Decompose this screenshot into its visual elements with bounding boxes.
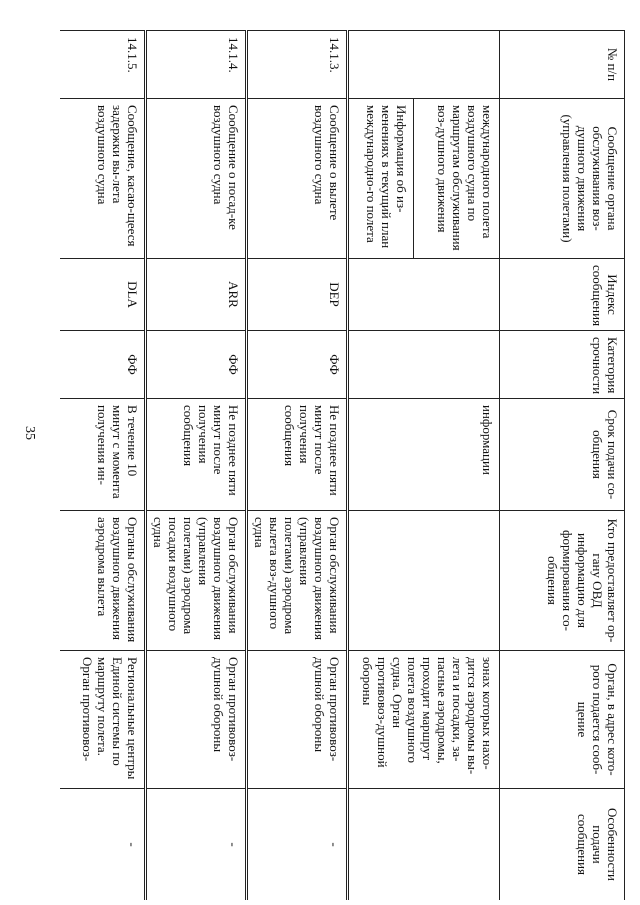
row-num: 14.1.4. xyxy=(146,31,247,99)
header-num: № п/п xyxy=(500,31,625,99)
header-deadline: Срок подачи со-общения xyxy=(500,399,625,511)
row-message: Сообщение о вылете воздушного судна xyxy=(247,99,348,259)
row-deadline: Не позднее пяти минут после получения сообщения xyxy=(146,399,247,511)
row-category: ФФ xyxy=(247,331,348,399)
table-row xyxy=(146,31,247,901)
page-number: 35 xyxy=(22,426,37,440)
row-provider: Орган обслуживания воздушного движения (управления полетами) аэродрома посадки воздушного судна xyxy=(146,511,247,651)
row-index: DEP xyxy=(247,259,348,331)
header-row xyxy=(500,31,625,901)
header-provider: Кто предоставляет ор-гану ОВД информацию для формирования со-общения xyxy=(500,511,625,651)
row-num: 14.1.5. xyxy=(60,31,146,99)
continued-deadline: информации xyxy=(348,399,500,511)
row-index: ARR xyxy=(146,259,247,331)
continued-addressee: зонах которых нахо-дится аэродромы вы-лета и посадки, за-пасные аэродромы, проходит маршрут полета воздушного судна. Орган противовоз-душной обороны xyxy=(348,651,500,789)
table-row xyxy=(60,31,146,901)
header-addressee: Орган, в адрес кото-рого подается сооб-щение xyxy=(500,651,625,789)
header-index: Индекс сообщения xyxy=(500,259,625,331)
row-provider: Органы обслуживания воздушного движения аэродрома вылета xyxy=(60,511,146,651)
row-message: Сообщение, касаю-щееся задержки вы-лета воздушного судна xyxy=(60,99,146,259)
row-category: ФФ xyxy=(60,331,146,399)
row-message: Сообщение о посад-ке воздушного судна xyxy=(146,99,247,259)
row-features: - xyxy=(247,789,348,901)
row-deadline: В течение 10 минут с момента получения ин- xyxy=(60,399,146,511)
row-addressee: Орган противовоз-душной обороны xyxy=(247,651,348,789)
row-category: ФФ xyxy=(146,331,247,399)
continued-message-b: Информация об из-менениях в текущий план международно-го полета xyxy=(349,99,414,258)
table-container xyxy=(60,30,625,900)
header-message: Сообщение органа обслуживания воз-душного движения (управления полетами) xyxy=(500,99,625,259)
row-provider: Орган обслуживания воздушного движения (управления полетами) аэродрома вылета воз-душного судна xyxy=(247,511,348,651)
header-features: Особенности подачи сообщения xyxy=(500,789,625,901)
table-row xyxy=(247,31,348,901)
row-addressee: Региональные центры Единой системы по маршруту полета. Орган противовоз- xyxy=(60,651,146,789)
row-num: 14.1.3. xyxy=(247,31,348,99)
table-row-continued xyxy=(348,31,500,901)
row-features: - xyxy=(146,789,247,901)
message-table xyxy=(60,30,625,900)
continued-message-a: международного полета воздушного судна по маршрутам обслуживания воз-душного движения xyxy=(435,105,495,251)
row-deadline: Не позднее пяти минут после получения сообщения xyxy=(247,399,348,511)
row-features: - xyxy=(60,789,146,901)
row-addressee: Орган противовоз-душной обороны xyxy=(146,651,247,789)
row-index: DLA xyxy=(60,259,146,331)
header-category: Категория срочности xyxy=(500,331,625,399)
